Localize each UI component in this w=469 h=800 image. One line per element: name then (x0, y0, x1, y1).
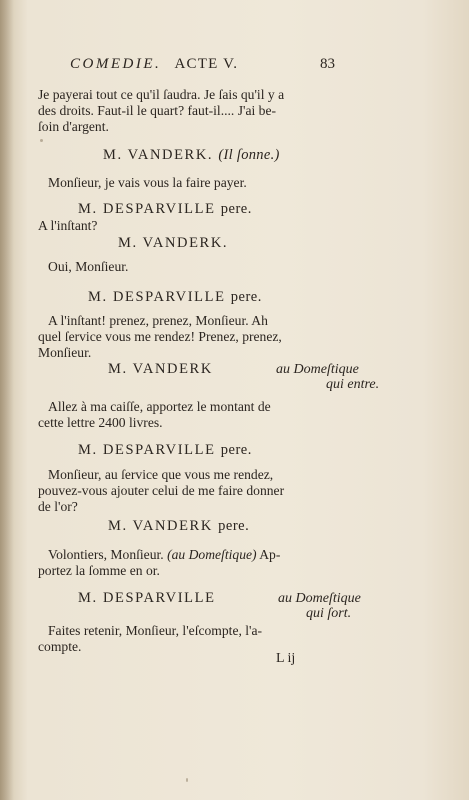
stage-direction: qui entre. (326, 377, 380, 392)
stage-direction: (Il ſonne.) (218, 147, 280, 163)
text-line: ſoin d'argent. (38, 119, 109, 134)
text-fragment: Volontiers, Monſieur. (48, 547, 164, 562)
speaker-suffix: pere. (220, 442, 252, 458)
stage-direction: (au Domeſtique) (167, 547, 257, 562)
header-act: ACTE V. (174, 56, 239, 72)
speaker-name: M. DESPARVILLE (78, 590, 216, 606)
text-line: compte. (38, 639, 82, 654)
speaker-heading (88, 289, 262, 306)
stage-direction: au Domeſtique (276, 362, 359, 377)
speaker-heading (103, 147, 280, 164)
speaker-heading (108, 361, 213, 378)
text-line: Oui, Monſieur. (48, 259, 129, 274)
speaker-heading (78, 442, 252, 459)
text-line: A l'inſtant! prenez, prenez, Monſieur. Ah (48, 313, 268, 328)
speaker-name: M. DESPARVILLE (88, 289, 226, 305)
speaker-heading (78, 201, 252, 218)
speaker-name: M. VANDERK (108, 518, 213, 534)
speaker-name: M. VANDERK. (118, 235, 229, 251)
speaker-suffix: pere. (218, 518, 250, 534)
text-line: Monſieur, je vais vous la faire payer. (48, 175, 247, 190)
header-title: COMEDIE. (70, 56, 162, 72)
text-line: des droits. Faut-il le quart? faut-il.... J'ai be- (38, 103, 277, 118)
signature-mark: L ij (276, 651, 296, 666)
text-line (48, 547, 280, 563)
speaker-name: M. DESPARVILLE (78, 201, 216, 217)
speaker-heading (108, 518, 249, 535)
text-line: pouvez-vous ajouter celui de me faire donner (38, 483, 285, 498)
text-line: Faites retenir, Monſieur, l'eſcompte, l'a- (48, 623, 263, 638)
text-line: Je payerai tout ce qu'il ſaudra. Je ſais qu'il y a (38, 87, 285, 102)
paper-spot (40, 139, 43, 142)
page-number: 83 (320, 56, 335, 72)
text-fragment: Ap- (259, 547, 281, 562)
speaker-name: M. VANDERK (108, 361, 213, 377)
speaker-suffix: pere. (220, 201, 252, 217)
text-line: de l'or? (38, 499, 78, 514)
text-line: quel ſervice vous me rendez! Prenez, prenez, (38, 329, 282, 344)
text-line: cette lettre 2400 livres. (38, 415, 163, 430)
stage-direction: qui ſort. (306, 606, 352, 621)
speaker-name: M. VANDERK. (103, 147, 214, 163)
speaker-suffix: pere. (230, 289, 262, 305)
running-header (70, 56, 370, 73)
speaker-heading (118, 235, 228, 252)
paper-spot (186, 778, 188, 782)
text-line: Monſieur. (38, 345, 92, 360)
text-line: Allez à ma caiſſe, apportez le montant de (48, 399, 271, 414)
text-line: Monſieur, au ſervice que vous me rendez, (48, 467, 274, 482)
stage-direction: au Domeſtique (278, 591, 361, 606)
text-line: A l'inſtant? (38, 218, 98, 233)
speaker-name: M. DESPARVILLE (78, 442, 216, 458)
speaker-heading (78, 590, 216, 607)
text-line: portez la ſomme en or. (38, 563, 160, 578)
